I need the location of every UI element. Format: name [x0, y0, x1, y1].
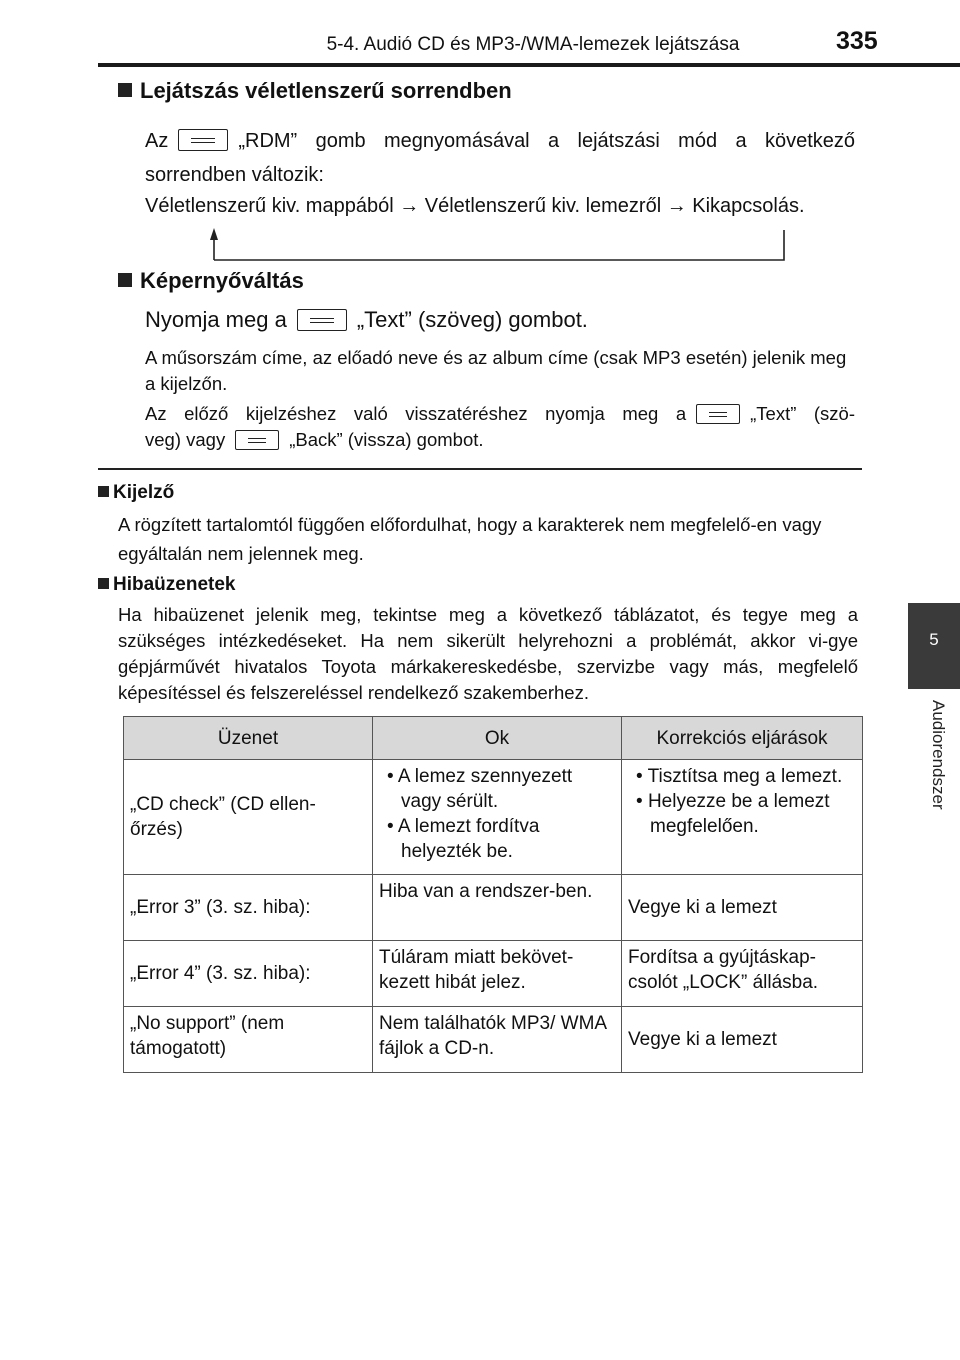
list-item: • Helyezze be a lemezt megfelelően.	[628, 789, 856, 839]
cell-cause: Nem találhatók MP3/ WMA fájlok a CD-n.	[373, 1007, 622, 1073]
table-header-row	[124, 717, 863, 760]
page-number: 335	[836, 27, 878, 55]
screen-note1: A műsorszám címe, az előadó neve és az album címe (csak MP3 esetén) jelenik meg a kijelzőn.	[145, 347, 847, 394]
text-button-icon	[696, 404, 740, 424]
cell-cause	[373, 760, 622, 875]
screen-note2-line2: veg) vagy „Back” (vissza) gombot.	[145, 429, 484, 450]
square-bullet-icon	[98, 578, 109, 589]
square-bullet-icon	[98, 486, 109, 497]
display-text: A rögzített tartalomtól függően előfordulhat, hogy a karakterek nem megfelelő-en vagy egyáltalán nem jelennek meg.	[118, 514, 822, 564]
errors-heading: Hibaüzenetek	[98, 574, 235, 596]
list-item: • Tisztítsa meg a lemezt.	[628, 764, 856, 789]
table-row	[124, 1007, 863, 1073]
cell-cause: Túláram miatt bekövet-kezett hibát jelez.	[373, 941, 622, 1007]
list-item: • A lemez szennyezett vagy sérült.	[379, 764, 615, 814]
header-rule	[98, 63, 960, 67]
table-row	[124, 941, 863, 1007]
text-button-icon	[297, 309, 347, 331]
arrow-up-icon	[210, 228, 218, 240]
square-bullet-icon	[118, 83, 132, 97]
rdm-button-icon	[178, 129, 228, 151]
col-header-cause: Ok	[373, 717, 622, 760]
display-heading: Kijelző	[98, 482, 174, 504]
random-heading: Lejátszás véletlenszerű sorrendben	[118, 78, 512, 104]
screen-note2-line1: Az előző kijelzéshez való visszatéréshez nyomja meg a „Text” (szö-	[145, 403, 855, 424]
random-line3: Véletlenszerű kiv. mappából → Véletlenszerű kiv. lemezről → Kikapcsolás.	[145, 195, 805, 217]
table-row	[124, 875, 863, 941]
cell-fix: Vegye ki a lemezt	[622, 1007, 863, 1073]
col-header-fix: Korrekciós eljárások	[622, 717, 863, 760]
cell-message: „Error 4” (3. sz. hiba):	[124, 941, 373, 1007]
cell-message: „No support” (nem támogatott)	[124, 1007, 373, 1073]
cell-fix: Fordítsa a gyújtáskap-csolót „LOCK” állásba.	[622, 941, 863, 1007]
random-line1: Az „RDM” gomb megnyomásával a lejátszási mód a következő	[145, 130, 855, 152]
screen-heading: Képernyőváltás	[118, 268, 304, 294]
chapter-label: Audiorendszer	[929, 700, 948, 810]
back-button-icon	[235, 430, 279, 450]
errors-text: Ha hibaüzenet jelenik meg, tekintse meg a következő táblázatot, és tegye meg a szükséges intézkedéseket. Ha nem sikerült helyrehozni a problémát, akkor vi-gye gépjárművét hivatalos Toyota márkakereskedésbe, szervizbe vagy más, megfelelő képesítéssel és felszereléssel rendelkező szakemberhez.	[118, 604, 858, 703]
screen-instruction: Nyomja meg a „Text” (szöveg) gombot.	[145, 307, 588, 332]
chapter-number: 5	[929, 630, 939, 649]
section-title: 5-4. Audió CD és MP3-/WMA-lemezek lejátszása	[326, 34, 740, 55]
cell-fix	[622, 760, 863, 875]
random-line2: sorrendben változik:	[145, 164, 324, 186]
cycle-arrow-diagram	[204, 228, 804, 268]
square-bullet-icon	[118, 273, 132, 287]
list-item: • A lemezt fordítva helyezték be.	[379, 814, 615, 864]
error-table	[123, 716, 863, 1073]
cell-cause: Hiba van a rendszer-ben.	[373, 875, 622, 941]
col-header-message: Üzenet	[124, 717, 373, 760]
cell-fix: Vegye ki a lemezt	[622, 875, 863, 941]
cell-message: „CD check” (CD ellen-őrzés)	[124, 760, 373, 875]
table-row	[124, 760, 863, 875]
cycle-line	[214, 230, 784, 260]
cell-message: „Error 3” (3. sz. hiba):	[124, 875, 373, 941]
section-divider	[98, 468, 862, 470]
